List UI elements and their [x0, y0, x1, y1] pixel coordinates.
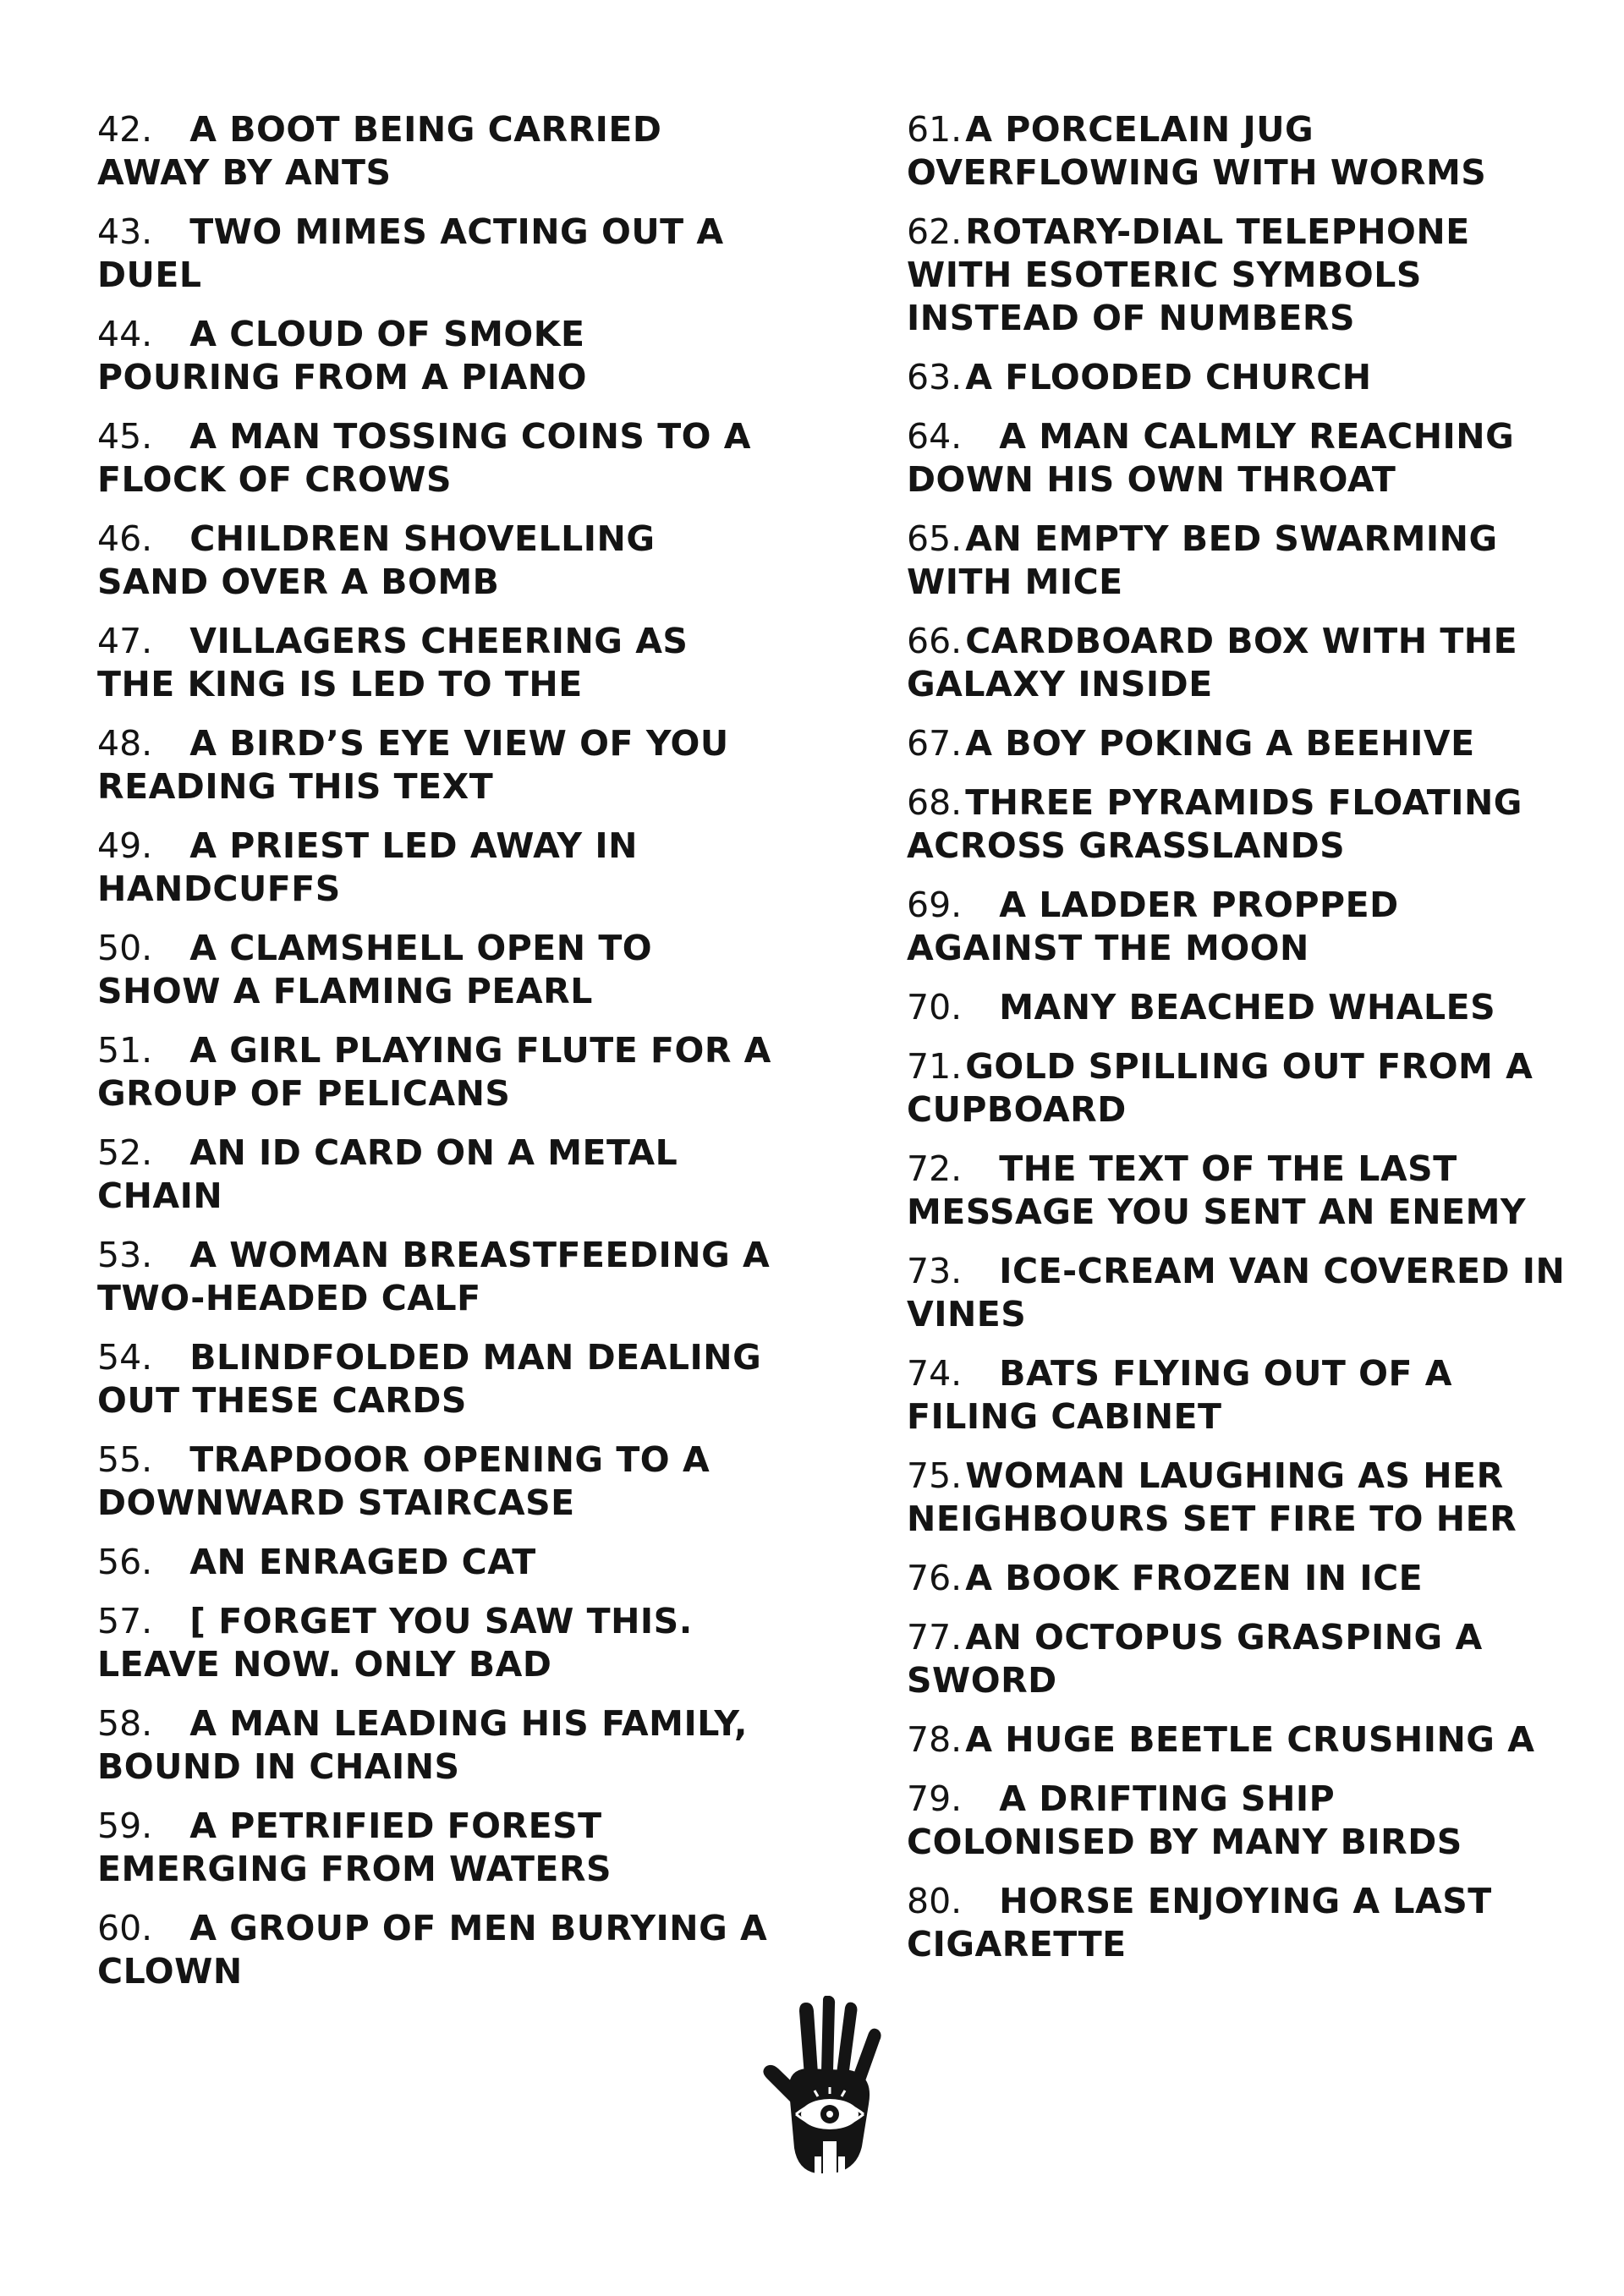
item-text: TRAPDOOR OPENING TO A DOWNWARD STAIRCASE	[97, 1439, 710, 1523]
list-item	[907, 1616, 1566, 1702]
item-number: 49.	[97, 825, 153, 866]
list-item	[907, 518, 1566, 604]
item-text: A LADDER PROPPED AGAINST THE MOON	[907, 885, 1399, 968]
item-text: A HUGE BEETLE CRUSHING A	[965, 1719, 1535, 1760]
item-text: A BOOK FROZEN IN ICE	[965, 1558, 1424, 1598]
item-number: 67.	[907, 723, 963, 764]
list-item	[907, 1045, 1566, 1132]
item-number: 64.	[907, 416, 963, 457]
list-item	[97, 927, 774, 1013]
item-text: WOMAN LAUGHING AS HER NEIGHBOURS SET FIRE TO HER	[907, 1455, 1517, 1539]
item-number: 60.	[97, 1908, 153, 1948]
list-item	[97, 108, 774, 195]
item-text: A WOMAN BREASTFEEDING A TWO-HEADED CALF	[97, 1235, 771, 1318]
item-text: AN ID CARD ON A METAL CHAIN	[97, 1132, 678, 1216]
list-item	[907, 211, 1566, 340]
item-text: [ FORGET YOU SAW THIS. LEAVE NOW. ONLY BAD	[97, 1601, 693, 1685]
item-number: 72.	[907, 1148, 963, 1189]
item-text: AN EMPTY BED SWARMING WITH MICE	[907, 518, 1498, 602]
item-number: 70.	[907, 987, 963, 1027]
list-item	[97, 1234, 774, 1320]
item-text: A CLOUD OF SMOKE POURING FROM A PIANO	[97, 314, 587, 397]
item-number: 74.	[907, 1353, 963, 1394]
item-number: 45.	[97, 416, 153, 457]
item-text: AN OCTOPUS GRASPING A SWORD	[907, 1617, 1483, 1701]
item-text: A PORCELAIN JUG OVERFLOWING WITH WORMS	[907, 109, 1487, 193]
list-item	[907, 722, 1566, 765]
list-item	[97, 722, 774, 808]
item-number: 75.	[907, 1455, 963, 1496]
item-number: 61.	[907, 109, 963, 150]
item-text: A MAN LEADING HIS FAMILY, BOUND IN CHAINS	[97, 1703, 748, 1787]
item-number: 69.	[907, 885, 963, 925]
item-number: 43.	[97, 211, 153, 252]
item-number: 54.	[97, 1337, 153, 1378]
item-number: 78.	[907, 1719, 963, 1760]
hand-with-eye-icon	[755, 1996, 899, 2178]
list-item	[907, 356, 1566, 399]
item-text: VILLAGERS CHEERING AS THE KING IS LED TO THE	[97, 621, 689, 704]
item-text: A FLOODED CHURCH	[965, 357, 1372, 397]
item-number: 76.	[907, 1558, 963, 1598]
list-item	[97, 1438, 774, 1525]
item-text: AN ENRAGED CAT	[189, 1542, 536, 1582]
item-number: 44.	[97, 314, 153, 354]
list-item	[97, 1702, 774, 1789]
list-item	[907, 415, 1566, 501]
item-number: 47.	[97, 621, 153, 661]
item-number: 77.	[907, 1617, 963, 1658]
list-item	[97, 1907, 774, 1993]
item-number: 62.	[907, 211, 963, 252]
item-text: A MAN TOSSING COINS TO A FLOCK OF CROWS	[97, 416, 752, 500]
list-item	[907, 986, 1566, 1029]
item-number: 79.	[907, 1778, 963, 1819]
list-item	[97, 211, 774, 297]
item-text: A BIRD’S EYE VIEW OF YOU READING THIS TEXT	[97, 723, 729, 807]
item-text: A DRIFTING SHIP COLONISED BY MANY BIRDS	[907, 1778, 1462, 1862]
list-item	[97, 313, 774, 399]
list-item	[907, 1557, 1566, 1600]
item-number: 66.	[907, 621, 963, 661]
list-item	[97, 1336, 774, 1422]
item-text: TWO MIMES ACTING OUT A DUEL	[97, 211, 724, 295]
item-text: BATS FLYING OUT OF A FILING CABINET	[907, 1353, 1452, 1437]
list-item	[907, 1250, 1566, 1336]
item-text: HORSE ENJOYING A LAST CIGARETTE	[907, 1881, 1492, 1964]
list-item	[97, 1132, 774, 1218]
list-item	[907, 781, 1566, 868]
list-item	[907, 1718, 1566, 1762]
item-number: 53.	[97, 1235, 153, 1275]
item-text: A CLAMSHELL OPEN TO SHOW A FLAMING PEARL	[97, 928, 653, 1011]
item-number: 71.	[907, 1046, 963, 1087]
item-text: CHILDREN SHOVELLING SAND OVER A BOMB	[97, 518, 656, 602]
item-number: 52.	[97, 1132, 153, 1173]
list-item	[907, 1880, 1566, 1966]
item-number: 68.	[907, 782, 963, 823]
item-text: ROTARY-DIAL TELEPHONE WITH ESOTERIC SYMBOLS INSTEAD OF NUMBERS	[907, 211, 1470, 338]
list-item	[97, 1600, 774, 1686]
item-number: 80.	[907, 1881, 963, 1921]
list-item	[907, 620, 1566, 706]
list-item	[97, 1029, 774, 1115]
list-item	[907, 1352, 1566, 1438]
item-number: 48.	[97, 723, 153, 764]
item-text: A BOY POKING A BEEHIVE	[965, 723, 1475, 764]
item-number: 50.	[97, 928, 153, 968]
left-column	[97, 108, 774, 2009]
item-text: A BOOT BEING CARRIED AWAY BY ANTS	[97, 109, 662, 193]
item-number: 55.	[97, 1439, 153, 1480]
list-item	[97, 1805, 774, 1891]
item-text: BLINDFOLDED MAN DEALING OUT THESE CARDS	[97, 1337, 762, 1421]
item-number: 73.	[907, 1251, 963, 1291]
item-text: A GROUP OF MEN BURYING A CLOWN	[97, 1908, 768, 1992]
item-text: THE TEXT OF THE LAST MESSAGE YOU SENT AN ENEMY	[907, 1148, 1527, 1232]
item-text: A MAN CALMLY REACHING DOWN HIS OWN THROAT	[907, 416, 1515, 500]
item-number: 56.	[97, 1542, 153, 1582]
item-number: 58.	[97, 1703, 153, 1744]
item-number: 63.	[907, 357, 963, 397]
list-item	[97, 1541, 774, 1584]
item-number: 46.	[97, 518, 153, 559]
item-text: THREE PYRAMIDS FLOATING ACROSS GRASSLANDS	[907, 782, 1522, 866]
item-text: A GIRL PLAYING FLUTE FOR A GROUP OF PELICANS	[97, 1030, 771, 1114]
list-item	[97, 825, 774, 911]
list-item	[907, 884, 1566, 970]
item-text: A PRIEST LED AWAY IN HANDCUFFS	[97, 825, 638, 909]
item-text: MANY BEACHED WHALES	[999, 987, 1496, 1027]
list-item	[907, 108, 1566, 195]
item-text: GOLD SPILLING OUT FROM A CUPBOARD	[907, 1046, 1533, 1130]
item-number: 42.	[97, 109, 153, 150]
item-number: 51.	[97, 1030, 153, 1071]
item-number: 65.	[907, 518, 963, 559]
item-number: 59.	[97, 1806, 153, 1846]
list-item	[907, 1778, 1566, 1864]
list-item	[97, 415, 774, 501]
item-number: 57.	[97, 1601, 153, 1641]
list-item	[97, 518, 774, 604]
right-column	[907, 108, 1566, 1982]
list-item	[97, 620, 774, 706]
item-text: A PETRIFIED FOREST EMERGING FROM WATERS	[97, 1806, 612, 1889]
item-text: CARDBOARD BOX WITH THE GALAXY INSIDE	[907, 621, 1518, 704]
list-item	[907, 1148, 1566, 1234]
list-item	[907, 1455, 1566, 1541]
item-text: ICE-CREAM VAN COVERED IN VINES	[907, 1251, 1566, 1334]
